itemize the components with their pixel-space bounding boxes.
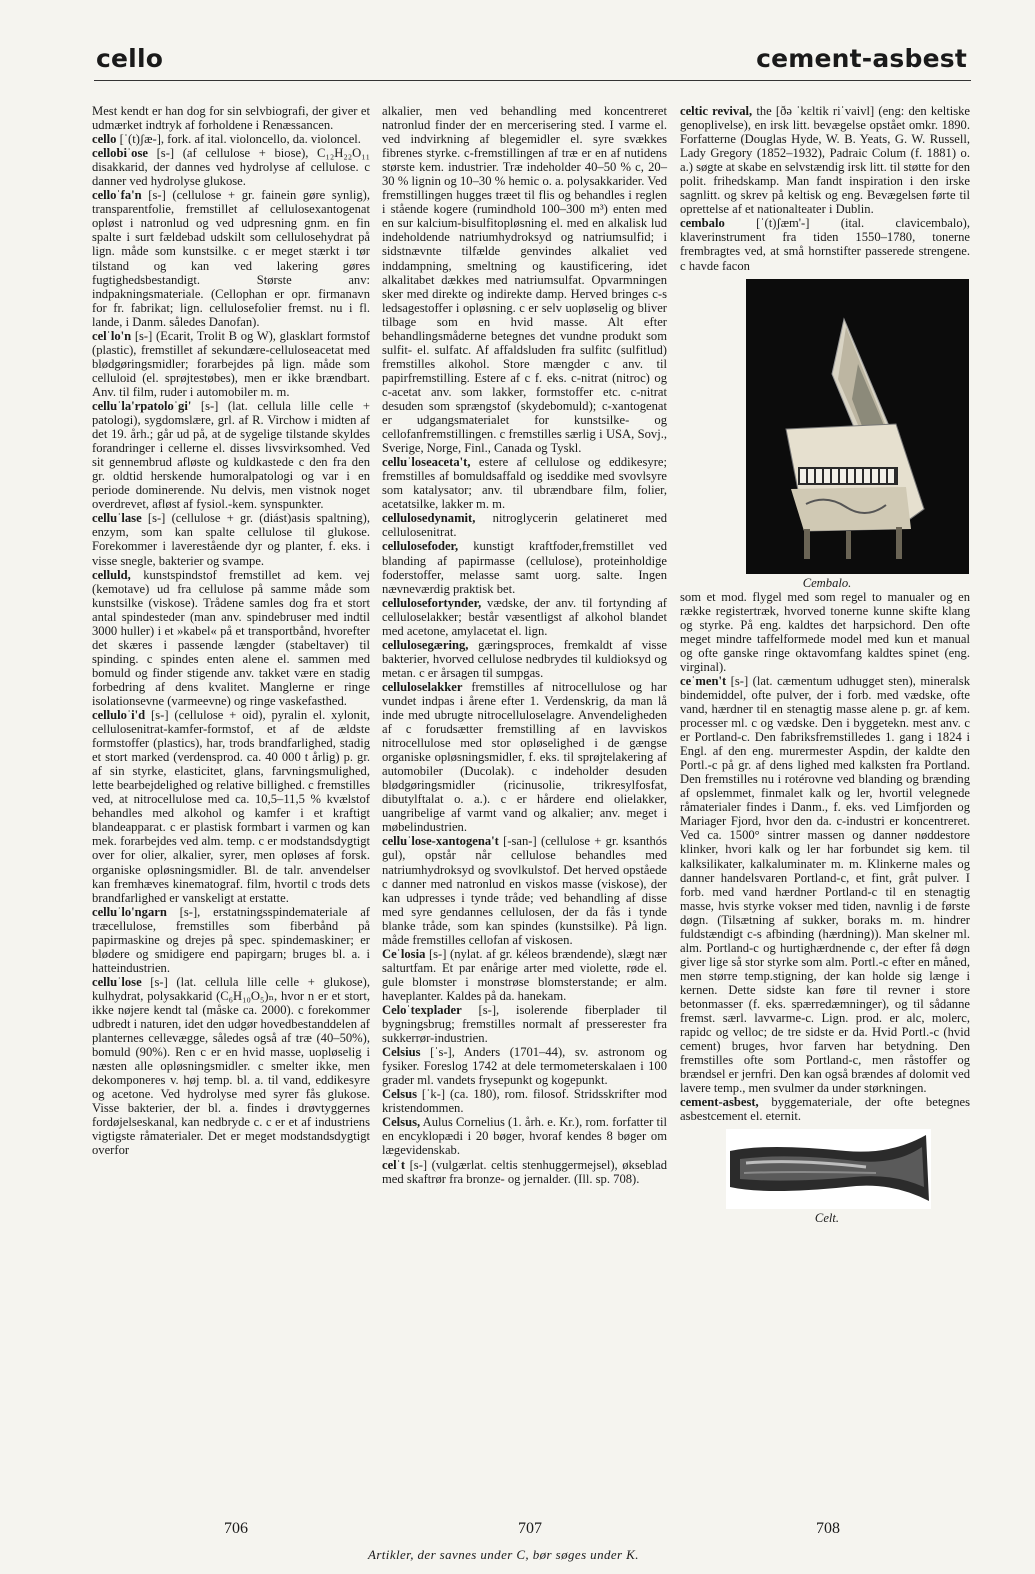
entry-text: [s-] (Ecarit, Trolit B og W), glasklart formstof (plastic), fremstillet af sekundære-celluloseacetat med blødgøringsmidler; forarbejdes på lign. måde som celluloid (el. sprøjtestøbes), men er ikke brændbart. Anv. til film, ruder i automobiler m. m. <box>92 328 370 399</box>
dictionary-entry <box>382 638 667 680</box>
dictionary-entry <box>382 947 667 1003</box>
entry-text: kunstspindstof fremstillet ad kem. vej (kemotave) ud fra cellulose på samme måde som kunstsilke (viskose). Trådene samles dog fra et stort antal spindesteder (man anv. spindebruser med indtil 3000 huller) i et »kabel« på et transportbånd, hvorefter det skæres i passende længder (stabeltaver) til spinding. c spindes enten alene el. sammen med bomuld og finder stigende anv. takket være en stadig forbedring af dens kvalitet. Manglerne er ringe isolationsevne (varmeevne) og ringe vaskefasthed. <box>92 567 370 708</box>
dictionary-entry <box>680 674 970 1095</box>
entry-headword: celluld, <box>92 567 131 582</box>
dictionary-entry <box>382 1158 667 1186</box>
dictionary-entry <box>382 455 667 511</box>
entry-text: [s-] (vulgærlat. celtis stenhuggermejsel), økseblad med skaftrør fra bronze- og jernalder. (Ill. sp. 708). <box>382 1157 667 1186</box>
entry-text: alkalier, men ved behandling med koncentreret natronlud finder der en mercerisering sted. I varme el. ved indvirkning af blegemidler el. syre svækkes fibrenes styrke. c-fremstillingen af træ er en af nutidens største kem. industrier. Træ indeholder 40–50 % c, 20–30 % lignin og 10–30 % hemic o. a. polysakkarider. Ved fremstillingen hugges træet til flis og behandles i reglen i stående kogere (rumindhold 100–300 m³) enten med en sur kalcium-bisulfitopløsning el. med en alkalisk lud indeholdende natriumhydroksyd og natriumsulfid; i sidstnævnte tilfælde genvindes alkaliet ved inddampning, smeltning og kaustificering, idet alkalitabet dækkes med natriumsulfat. Opvarmningen sker med direkte og indirekte damp. Herved bringes c-s ledsagestoffer i opløsning. c er selv uopløselig og bliver tilbage som en hvid masse. Alt efter behandlingsmåderne betegnes det vundne produkt som sulfit- el. sulfatc. Af affaldsluden fra sulfitc (sulfitlud) fremstilles alkohol. Store mængder c anv. til papirfremstilling. Estere af c f. eks. c-nitrat (nitroc) og c-acetat anv. som lakker, formstoffer etc. c-nitrat desuden som sprængstof (skydebomuld); c-xantogenat er udgangsmaterialet for kunstsilke- og cellofanfremstillingen. c fremstilles særlig i USA, Sovj., Sverige, Norge, Finl., Canada og Tyskl. <box>382 104 667 456</box>
entry-text: [ˈk-] (ca. 180), rom. filosof. Stridsskrifter mod kristendommen. <box>382 1087 667 1116</box>
entry-text: [s-], isolerende fiberplader til bygningsbrug; fremstilles normalt af presserester fra sukkerrør-industrien. <box>382 1003 667 1046</box>
entry-headword: Celoˈtexplader <box>382 1003 462 1017</box>
entry-text: som et mod. flygel med som regel to manualer og en række registertræk, hvorved tonerne kunne skifte klang og styrke. På eng. kaldtes det harpsichord. Den ofte meget mindre taffelformede model med kun et manual og ofte ganske ringe oktavomfang kaldtes spinet (eng. virginal). <box>680 589 970 674</box>
entry-text: [s-], erstatningsspindemateriale af træcellulose, fremstilles som fiberbånd på papirmaskine og drejes på spec. spindemaskiner; er blødere og smidigere end papirgarn; bruges bl. a. i hatteindustrien. <box>92 904 370 975</box>
entry-headword: celˈt <box>382 1157 406 1172</box>
running-head-left: cello <box>96 44 164 73</box>
entry-text: vædske, der anv. til fortynding af celluloselakker; består væsentligst af alkohol blandet med acetone, amylacetat el. lign. <box>382 595 667 638</box>
dictionary-entry <box>92 905 370 975</box>
dictionary-entry <box>382 539 667 595</box>
entry-headword: cement-asbest, <box>680 1095 759 1110</box>
entry-headword: celˈlo'n <box>92 328 132 343</box>
entry-text: [s-] (cellulose + gr. fainein gøre synlig), transparentfolie, fremstillet af cellulosexantogenat opløst i natronlud og ved udpresning gnm. en fin spalte i surt fældebad udskilt som cellulosehydrat på lign. måde som kunstsilke. c er meget stærkt i tør tilstand og kan ved lakering gøres fugtighedsbestandigt. Største anv: indpakningsmateriale. (Cellophan er opr. firmanavn for fr. fabrikat; lign. cellulosefolier fremst. nu i fl. lande, i Danm. således Danofan). <box>92 188 370 329</box>
header-rule <box>94 80 971 81</box>
entry-headword: cellulosegæring, <box>382 637 469 652</box>
dictionary-entry <box>382 1087 667 1115</box>
entry-text: estere af cellulose og eddikesyre; fremstilles af bomuldsaffald og iseddike med svovlsyre som katalysator; anv. til ubrændbare film, folier, acetatsilke, lakker m. m. <box>382 455 667 512</box>
entry-text: [ˈs-], Anders (1701–44), sv. astronom og fysiker. Foreslog 1742 at dele termometerskalaen i 100 grader ml. vandets frysepunkt og kogepunkt. <box>382 1045 667 1088</box>
dictionary-entry <box>92 146 370 188</box>
dictionary-entry <box>680 1095 970 1123</box>
entry-headword: cellobiˈose <box>92 146 148 161</box>
entry-headword: cellulosefoder, <box>382 539 459 554</box>
entry-headword: celluˈla'rpatoloˈgi' <box>92 398 192 413</box>
dictionary-entry <box>92 975 370 1158</box>
celt-caption: Celt. <box>814 1211 840 1226</box>
cembalo-photo <box>746 279 969 574</box>
entry-headword: ceˈmen't <box>680 673 727 688</box>
entry-text: [s-] (af cellulose + biose), C₁₂H₂₂O₁₁ disakkarid, der dannes ved hydrolyse af cellulose. c danner ved hydrolyse glukose. <box>92 146 370 189</box>
entry-headword: Celsius <box>382 1045 421 1060</box>
entry-headword: celluˈlase <box>92 511 142 526</box>
dictionary-entry <box>382 104 667 455</box>
dictionary-entry <box>92 568 370 708</box>
celt-figure <box>684 1129 970 1225</box>
entry-text: Aulus Cornelius (1. årh. e. Kr.), rom. forfatter til en encyklopædi i 20 bøger, hvoraf kendes 8 bøger om lægevidenskab. <box>382 1115 667 1158</box>
column-708-bottom <box>680 590 970 1124</box>
entry-text: [s-] (lat. cellula lille celle + patologi), sygdomslære, grl. af R. Virchow i midten af det 19. årh.; går ud på, at de sygelige tilstande skyldes forandringer i cellerne el. disses livsvirksomhed. Ved sit gennembrud afløste og kuldkastede c den fra den gr. oldtid herskende humoralpatologi og var i en periode dominerende. Nu delvis, men vistnok noget overdrevet, afløst af fysiol.-kem. synspunkter. <box>92 398 370 512</box>
entry-text: [-san-] (cellulose + gr. ksanthós gul), opstår når cellulose behandles med natriumhydroksyd og svovlkulstof. Det herved opståede c danner med natronlud en viskos masse (viskose), der kan udpresses i tynde tråde; ved behandling af disse med syre gendannes cellulosen, der da fås i tynde blanke tråde, som kan spindes (kunstsilke). På lign. måde fremstilles cellofan af viskosen. <box>382 834 667 947</box>
running-head-right: cement-asbest <box>756 44 967 73</box>
entry-text: [s-] (nylat. af gr. kéleos brændende), slægt nær salturtfam. Et par enårige arter med violette, røde el. gule blomster i monstrøse blomsterstande; er alm. haveplanter. Kaldes på da. hanekam. <box>382 946 667 1003</box>
dictionary-entry <box>92 104 370 132</box>
entry-text: [s-] (lat. cæmentum udhugget sten), mineralsk bindemiddel, ofte pulver, der i forb. med vædske, ofte vand, hærdner til en stenagtig masse alene p. gr. af kem. processer ml. c og vædske. Den i byggetekn. mest anv. c er Portland-c. Den fabriksfremstilledes 1. gang i 1824 i Engl. af den eng. murermester Aspdin, der kaldte den Portl.-c på gr. af dens lighed med kalksten fra Portland. Den fremstilles nu i rotérovne ved blanding og brænding af opslemmet, finmalet kalk og ler, hvortil velegnede råmaterialer findes i Danm., f. eks. ved Limfjorden og Mariager Fjord, hvor den da. c-industri er koncentreret. Ved ca. 1500° sintrer massen og danner nøddestore klinker, hvori kalk og ler har forbundet sig kem. til kalksilikater, kalkaluminater m. m. Klinkerne males og danner handelsvaren Portland-c, et fint, gråt pulver. I forb. med vand hærdner Portland-c til en stenagtig masse, hvis styrke vokser med tiden, navnlig i de første døgn. (Tilsætning af sukker, boraks m. m. hindrer fuldstændigt c-s afbinding (hærdning)). Man skelner ml. alm. Portland-c og hurtighærdnende c, der efter få døgn giver lige så stor styrke som alm. Portl.-c efter en måned, men større temp.stigning, der kan holde sig længe i kernen. Dette sidste kan føre til revner i store betonmasser (f. eks. spærredæmninger), og til sådanne fremst. særl. lavvarme-c. Lign. prod. er alc, molerc, rapidc og velloc; de tre sidste er da. Hvid Portl.-c (hvid cement) bruges, hvor farven har betydning. Den fremstilles ofte som Portland-c, men råstoffer og brændsel er jernfri. Den kan også brændes af dolomit ved lavere temp., men svulmer da under størkningen. <box>680 673 970 1096</box>
entry-headword: celluˈlose-xantogena't <box>382 834 499 849</box>
dictionary-entry <box>382 1115 667 1157</box>
entry-headword: celluloselakker <box>382 679 463 694</box>
entry-text: kunstigt kraftfoder,fremstillet ved blanding af papirmasse (cellulose), proteinholdige foderstoffer, melasse samt uorg. salte. Ingen nævneværdig praktisk bet. <box>382 539 667 596</box>
entry-headword: celluˈlose <box>92 974 142 989</box>
celt-photo <box>726 1129 931 1209</box>
entry-headword: cello <box>92 132 117 147</box>
entry-text: fremstilles af nitrocellulose og har vundet indpas i årene efter 1. Verdenskrig, da man lå inde med ubrugte nitrocelluloselagre. Anvendeligheden af c forudsætter fremstilling af en lavviskos nitrocellulose med stor opløselighed i de gængse organiske opløsningsmidler, f. eks. til sprøjtelakering af automobiler (Ducolak). c indeholder desuden blødgøringsmidler (ricinusolie, trikresylfosfat, dibutylftalat o. a.). c er hårdere end olielakker, uangribelige af varmt vand og alkalier; anv. meget i møbelindustrien. <box>382 679 667 835</box>
dictionary-entry <box>382 596 667 638</box>
entry-text: [ˈ(t)ʃæm'-] (ital. clavicembalo), klaverinstrument fra tiden 1550–1780, tonerne frembragtes ved, at små hornstifter passerede strengene. c havde facon <box>680 216 970 273</box>
dictionary-entry <box>382 1045 667 1087</box>
entry-headword: celluˈlo'ngarn <box>92 904 167 919</box>
cembalo-figure <box>684 279 970 590</box>
entry-headword: Ceˈlosia <box>382 946 426 961</box>
entry-text: [ˈ(t)ʃæ-], fork. af ital. violoncello, da. violoncel. <box>116 132 361 147</box>
entry-text: [s-] (cellulose + gr. (diást)asis spaltning), enzym, som kan spalte cellulose til glukose. Forekommer i laverestående dyr og planter, f. eks. i visse snegle, bakterier og svampe. <box>92 511 370 568</box>
dictionary-entry <box>92 399 370 511</box>
entry-text: nitroglycerin gelatineret med cellulosenitrat. <box>382 511 667 540</box>
dictionary-entry <box>382 680 667 835</box>
column-708-top <box>680 104 970 273</box>
footer-note: Artikler, der savnes under C, bør søges under K. <box>368 1547 639 1562</box>
cembalo-caption: Cembalo. <box>802 575 852 590</box>
entry-headword: celloˈfa'n <box>92 188 142 203</box>
dictionary-entry <box>92 708 370 905</box>
dictionary-entry <box>680 590 970 674</box>
entry-headword: celtic revival, <box>680 104 753 118</box>
entry-headword: Celsus, <box>382 1115 421 1130</box>
entry-headword: Celsus <box>382 1087 417 1102</box>
dictionary-entry <box>382 511 667 539</box>
entry-headword: celluloˈi'd <box>92 708 146 723</box>
dictionary-entry <box>382 834 667 946</box>
dictionary-entry <box>92 329 370 399</box>
dictionary-entry <box>92 188 370 328</box>
dictionary-entry <box>680 104 970 216</box>
entry-headword: cembalo <box>680 216 725 231</box>
entry-text: [s-] (cellulose + oid), pyralin el. xylonit, cellulosenitrat-kamfer-formstof, et af de ældste formstoffer (plastics), har, trods brandfarlighed, stadig et stort marked (verdensprod. ca. 40 000 t årlig) p. gr. af sin styrke, elasticitet, glans, farvningsmulighed, lette bearbejdelighed og relative billighed. c fremstilles ved, at nitrocellulose med ca. 10,5–11,5 % kvælstof behandles med alkohol og kamfer i et kraftigt blandeapparat. c er plastisk formbart i varmen og kan mek. forarbejdes ved alm. temp. c er modstandsdygtigt over for olier, alkalier, syrer, men opløses af forsk. organiske opløsningsmidler. Bl. de talr. anvendelser kan fremhæves kinematograf. film, hvortil c trods dets brandfarlighed er vanskeligt at erstatte. <box>92 708 371 905</box>
page-number-708: 708 <box>816 1520 840 1537</box>
column-706 <box>92 104 370 1158</box>
entry-text: [s-] (lat. cellula lille celle + glukose), kulhydrat, polysakkarid (C₆H₁₀O₅)ₙ, hvor n er et stort, ikke nøjere kendt tal (måske ca. 2000). c forekommer udbredt i naturen, idet den udgør hovedbestanddelen af planternes cellevægge, således også af træ (40–50%), bomuld (90%). Ren c er en hvid masse, uopløselig i næsten alle opløsningsmidler. c smelter ikke, men dekomponeres v. høj temp. bl. a. til vand, eddikesyre og acetone. Ved hydrolyse med syrer fås glukose. Visse bakterier, der bl. a. findes i drøvtyggernes fordøjelseskanal, kan nedbryde c. c er et af industriens vigtigste råmaterialer. Det er meget modstandsdygtigt overfor <box>92 974 370 1158</box>
page-number-706: 706 <box>224 1520 248 1537</box>
column-708 <box>680 104 970 1225</box>
entry-headword: cellulosefortynder, <box>382 595 482 610</box>
column-707 <box>382 104 667 1186</box>
entry-text: byggemateriale, der ofte betegnes asbestcement el. eternit. <box>680 1095 970 1124</box>
dictionary-entry <box>92 132 370 146</box>
entry-text: the [ðə ˈkɛltik riˈvaivl] (eng: den keltiske genoplivelse), en irsk litt. bevægelse opstået omkr. 1890. Forfatterne (Douglas Hyde, W. B. Yeats, G. W. Russell, Lady Gregory (1852–1932), Padraic Colum (f. 1881) o. a.) søgte at skabe en selvstændig irsk litt. til støtte for den polit. frihedskamp. Man fandt inspiration i den irske sagnlitt. og skrev på keltisk og eng. Bevægelsen førte til oprettelse af et nationalteater i Dublin. <box>680 104 970 217</box>
dictionary-entry <box>92 511 370 567</box>
entry-text: gæringsproces, fremkaldt af visse bakterier, hvorved cellulose nedbrydes til kuldioksyd og metan. c er årsagen til sumpgas. <box>382 637 667 680</box>
page-number-707: 707 <box>518 1520 542 1537</box>
entry-headword: celluˈloseaceta't, <box>382 455 471 470</box>
dictionary-entry <box>680 216 970 272</box>
entry-headword: cellulosedynamit, <box>382 511 476 526</box>
dictionary-entry <box>382 1003 667 1045</box>
entry-text: Mest kendt er han dog for sin selvbiografi, der giver et udmærket indtryk af forholdene i Renæssancen. <box>92 104 370 133</box>
